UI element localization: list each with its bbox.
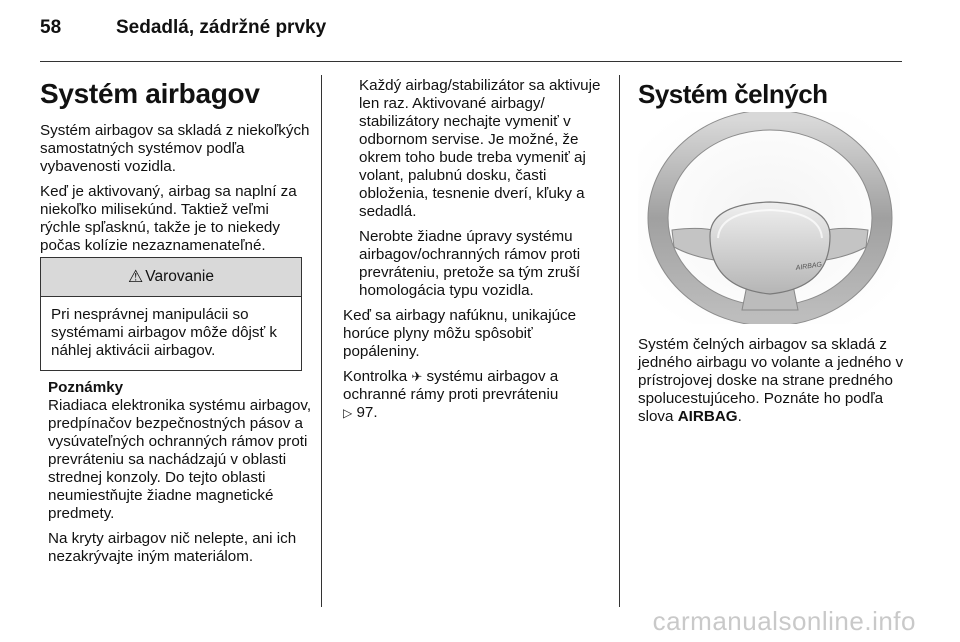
airbag-word: AIRBAG: [677, 408, 738, 425]
replacement-paragraph: Každý airbag/stabilizátor sa aktivuje len raz. Aktivované airbagy/ stabilizátory nechajte vymeniť v odbornom servise. Je možné, že okrem toho bude treba vymeniť aj volant, palubnú dosku, časti obloženia, tesnenie dverí, kľuky a sedadlá.: [359, 77, 601, 220]
hot-gases-paragraph: Keď sa airbagy nafúknu, unikajúce horúce plyny môžu spôsobiť popáleniny.: [343, 307, 577, 360]
front-airbag-paragraph-main: Systém čelných airbagov sa skladá z jedného airbagu vo volante a jedného v prístrojovej doske na strane predného spolucestujúceho. Poznáte ho podľa slova: [638, 336, 904, 425]
front-airbag-paragraph: [638, 336, 906, 426]
page-reference-icon: ▷: [343, 406, 353, 420]
warning-title: Varovanie: [145, 268, 214, 285]
front-airbag-text: [638, 336, 906, 433]
note-text: Riadiaca elektronika systému airbagov, predpínačov bezpečnostných pásov a vysúvateľných ochranných rámov proti prevráteniu sa nachádzajú v oblasti strednej konzoly. Do tejto oblasti neumiestňujte žiadne magnetické predmety.: [48, 397, 312, 522]
warning-icon: ⚠: [128, 267, 144, 286]
chapter-title: Sedadlá, zádržné prvky: [116, 17, 327, 38]
watermark: carmanualsonline.info: [652, 606, 916, 636]
note-text-2: Na kryty airbagov nič nelepte, ani ich nezakrývajte iným materiálom.: [48, 530, 297, 565]
header-divider: [40, 61, 902, 62]
steering-wheel-illustration: [638, 112, 900, 324]
warning-light-prefix: Kontrolka: [343, 368, 408, 385]
column-1: [40, 78, 310, 262]
modification-paragraph: Nerobte žiadne úpravy systému airbagov/ochranných rámov proti prevráteniu, pretože sa tým zruší homologácia typu vozidla.: [359, 228, 581, 299]
column-2: [343, 77, 605, 429]
column-divider-2: [619, 75, 620, 607]
warning-light-paragraph: [343, 368, 605, 422]
front-airbag-paragraph-end: .: [737, 408, 742, 425]
airbag-label: AIRBAG: [795, 261, 823, 272]
warning-box: [40, 257, 302, 371]
page-reference-link[interactable]: 97.: [356, 404, 378, 421]
note-label: Poznámky: [48, 379, 124, 396]
warning-light-suffix: systému airbagov a ochranné rámy proti prevráteniu: [343, 368, 559, 403]
page-number: 58: [40, 17, 62, 38]
note-block: [48, 379, 313, 573]
section-heading-front-airbags: Systém čelných: [638, 79, 828, 109]
warning-header: [41, 258, 301, 297]
column-divider-1: [321, 75, 322, 607]
warning-text: Pri nesprávnej manipulácii so systémami airbagov môže dôjsť k náhlej aktivácii airbagov.: [51, 306, 277, 359]
airbag-warning-icon: ✈: [411, 369, 423, 384]
intro-paragraph: Systém airbagov sa skladá z niekoľkých samostatných systémov podľa vybavenosti vozidla.: [40, 122, 310, 175]
section-heading-airbag-system: Systém airbagov: [40, 78, 260, 109]
steering-wheel-image: [638, 112, 900, 324]
activation-paragraph: Keď je aktivovaný, airbag sa naplní za niekoľko milisekúnd. Taktiež veľmi rýchle spľasknú, takže je to niekedy počas kolízie nezaznamenateľné.: [40, 183, 297, 254]
